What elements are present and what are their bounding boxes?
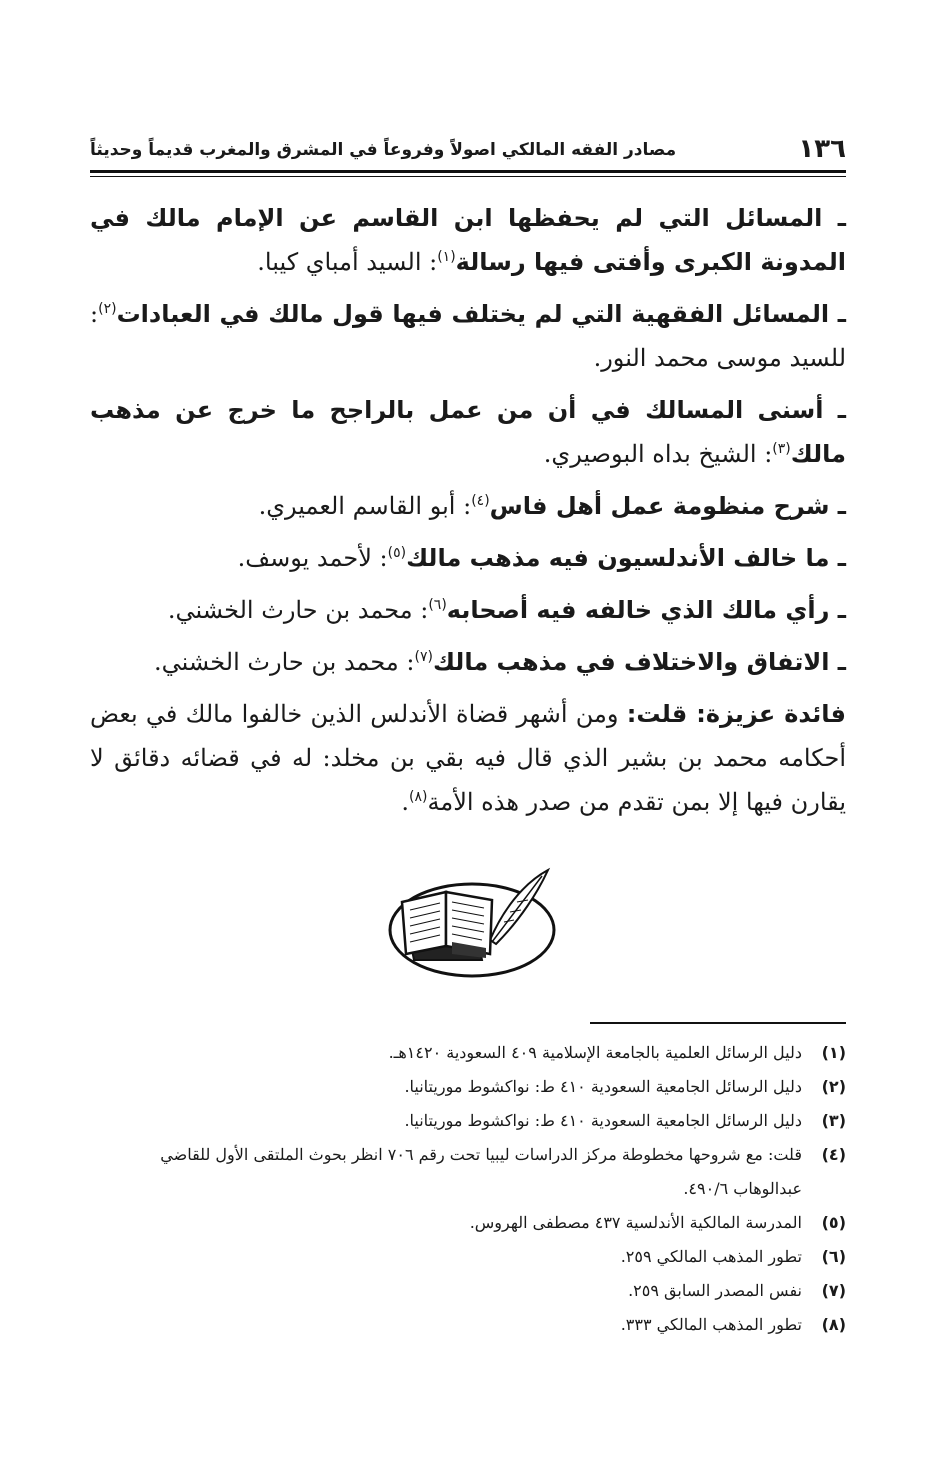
running-header [90, 124, 846, 164]
footnotes [90, 1036, 846, 1342]
footnote-6 [90, 1240, 846, 1274]
entry-2 [90, 292, 846, 380]
entry-5 [90, 536, 846, 580]
header-rule [90, 170, 846, 173]
footnote-8 [90, 1308, 846, 1342]
entry-title: ـ المسائل الفقهية التي لم يختلف فيها قول مالك في العبادات [116, 300, 846, 328]
footnote-ref: (١) [437, 249, 456, 265]
footnote-number: (٤) [821, 1145, 846, 1164]
entry-title: ـ الاتفاق والاختلاف في مذهب مالك [432, 648, 846, 676]
entry-6 [90, 588, 846, 632]
footnote-text: تطور المذهب المالكي ٣٣٣. [620, 1315, 802, 1334]
footnote-1 [90, 1036, 846, 1070]
footnote-text: دليل الرسائل العلمية بالجامعة الإسلامية ٤٠٩ السعودية ١٤٢٠هـ. [388, 1043, 802, 1062]
page-number: ١٣٦ [798, 134, 846, 164]
footnote-text: قلت: مع شروحها مخطوطة مركز الدراسات ليبيا تحت رقم ٧٠٦ انظر بحوث الملتقى الأول للقاضي عبدالوهاب ٤٩٠/٦. [160, 1145, 802, 1198]
footnote-ref: (٦) [428, 597, 447, 613]
entry-author: : السيد أمباي كيبا. [257, 248, 438, 276]
footnote-number: (٥) [821, 1213, 846, 1232]
note-text: ومن أشهر قضاة الأندلس الذين خالفوا مالك في بعض أحكامه محمد بن بشير الذي قال فيه بقي بن مخلد: له في قضائه دقائق لا يقارن فيها إلا بمن تقدم من صدر هذه الأمة [90, 700, 846, 816]
entry-3 [90, 388, 846, 476]
footnote-5 [90, 1206, 846, 1240]
entry-title: ـ المسائل التي لم يحفظها ابن القاسم عن الإمام مالك في المدونة الكبرى وأفتى فيها رسالة [90, 204, 846, 276]
footnote-number: (٣) [821, 1111, 846, 1130]
footnote-3 [90, 1104, 846, 1138]
entry-author: : محمد بن حارث الخشني. [154, 648, 415, 676]
entry-4 [90, 484, 846, 528]
entry-7 [90, 640, 846, 684]
footnote-number: (١) [821, 1043, 846, 1062]
note-label: فائدة عزيزة: قلت: [626, 700, 846, 728]
entry-author: : لأحمد يوسف. [237, 544, 388, 572]
footnote-text: دليل الرسائل الجامعية السعودية ٤١٠ ط: نواكشوط موريتانيا. [404, 1111, 802, 1130]
footnote-number: (٨) [821, 1315, 846, 1334]
footnote-text: المدرسة المالكية الأندلسية ٤٣٧ مصطفى الهروس. [469, 1213, 802, 1232]
footnote-text: نفس المصدر السابق ٢٥٩. [628, 1281, 802, 1300]
footnote-number: (٢) [821, 1077, 846, 1096]
footnote-number: (٦) [821, 1247, 846, 1266]
running-title: مصادر الفقه المالكي اصولاً وفروعاً في المشرق والمغرب قديماً وحديثاً [90, 140, 677, 160]
book-and-quill-icon [382, 862, 562, 982]
footnote-2 [90, 1070, 846, 1104]
entry-author: : الشيخ بداه البوصيري. [543, 440, 773, 468]
footnote-text: دليل الرسائل الجامعية السعودية ٤١٠ ط: نواكشوط موريتانيا. [404, 1077, 802, 1096]
footnote-separator [590, 1022, 846, 1024]
entry-title: ـ أسنى المسالك في أن من عمل بالراجح ما خرج عن مذهب مالك [90, 396, 846, 468]
note-paragraph [90, 692, 846, 824]
footnote-7 [90, 1274, 846, 1308]
footnote-ref: (٧) [414, 649, 433, 665]
entry-author: : أبو القاسم العميري. [258, 492, 472, 520]
footnote-ref: (٨) [409, 789, 428, 805]
entry-title: ـ شرح منظومة عمل أهل فاس [489, 492, 846, 520]
footnote-ref: (٢) [98, 301, 117, 317]
entry-author: : محمد بن حارث الخشني. [167, 596, 429, 624]
entry-title: ـ ما خالف الأندلسيون فيه مذهب مالك [406, 544, 846, 572]
main-text [90, 196, 846, 832]
footnote-ref: (٤) [471, 493, 490, 509]
entry-author: : للسيد موسى محمد النور. [90, 300, 846, 372]
footnote-text: تطور المذهب المالكي ٢٥٩. [620, 1247, 802, 1266]
footnote-4 [90, 1138, 846, 1206]
footnote-ref: (٣) [772, 441, 791, 457]
note-end: . [401, 788, 409, 816]
footnote-ref: (٥) [387, 545, 407, 561]
footnote-number: (٧) [821, 1281, 846, 1300]
entry-1 [90, 196, 846, 284]
header-rule-thin [90, 176, 846, 177]
entry-title: ـ رأي مالك الذي خالفه فيه أصحابه [446, 596, 846, 624]
